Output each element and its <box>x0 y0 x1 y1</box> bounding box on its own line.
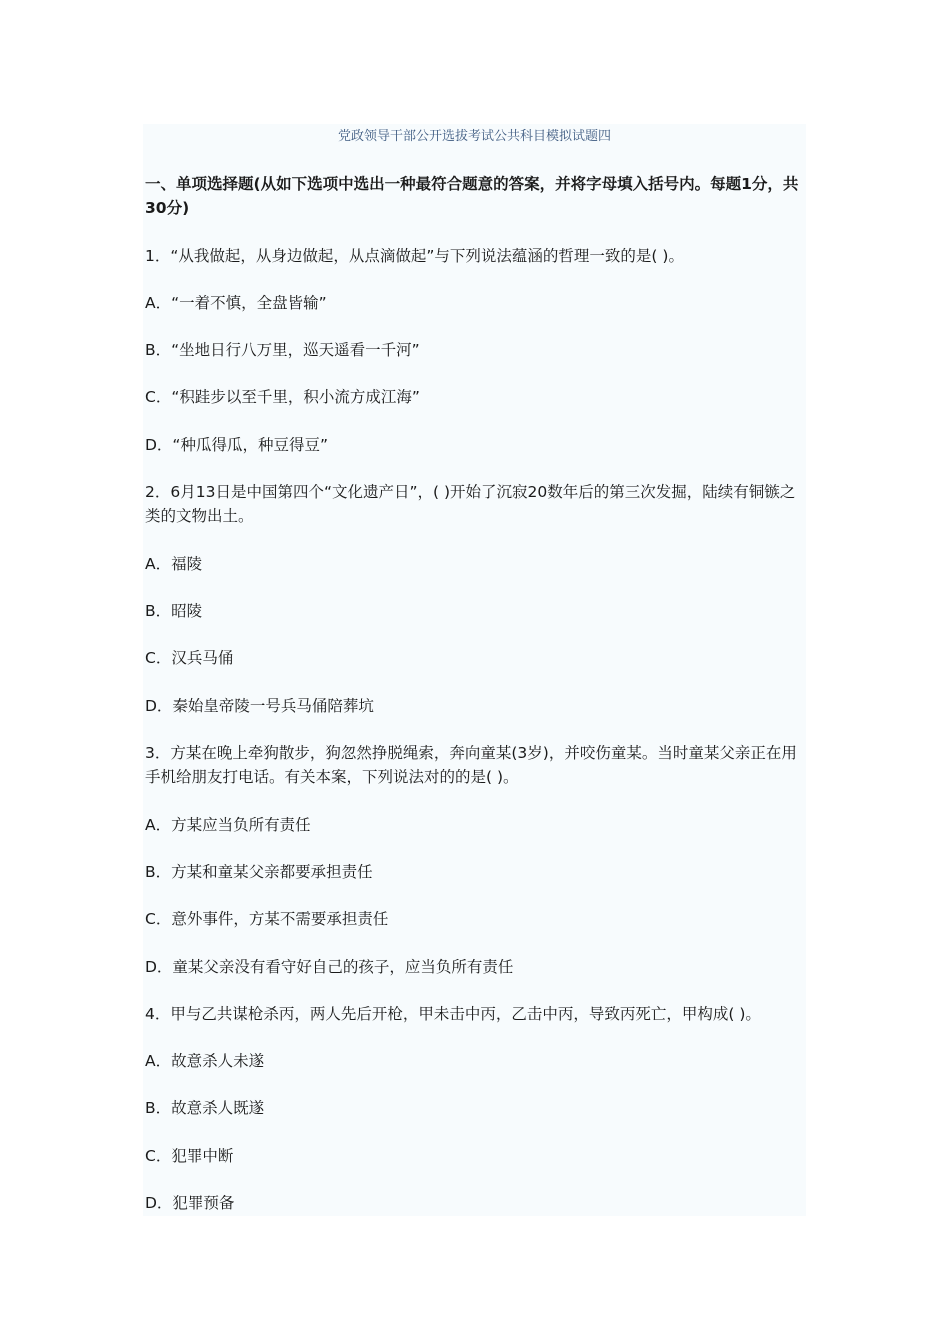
question-1-option-d: D．“种瓜得瓜，种豆得豆” <box>145 436 328 454</box>
question-3-option-d: D．童某父亲没有看守好自己的孩子，应当负所有责任 <box>145 958 514 976</box>
question-3-option-a: A．方某应当负所有责任 <box>145 816 311 834</box>
question-4-option-d: D．犯罪预备 <box>145 1194 235 1212</box>
question-1-option-a: A．“一着不慎，全盘皆输” <box>145 294 327 312</box>
question-1-stem: 1．“从我做起，从身边做起，从点滴做起”与下列说法蕴涵的哲理一致的是( )。 <box>145 247 684 265</box>
question-3-option-b: B．方某和童某父亲都要承担责任 <box>145 863 373 881</box>
question-3-stem: 3．方某在晚上牵狗散步，狗忽然挣脱绳索，奔向童某(3岁)，并咬伤童某。当时童某父亲正在用手机给朋友打电话。有关本案，下列说法对的的是( )。 <box>145 744 797 786</box>
question-1-option-c: C．“积跬步以至千里，积小流方成江海” <box>145 388 420 406</box>
question-3-option-c: C．意外事件，方某不需要承担责任 <box>145 910 389 928</box>
question-1-option-b: B．“坐地日行八万里，巡天遥看一千河” <box>145 341 420 359</box>
question-2-option-a: A．福陵 <box>145 555 203 573</box>
section-heading: 一、单项选择题(从如下选项中选出一种最符合题意的答案，并将字母填入括号内。每题1分，共30分) <box>145 175 799 217</box>
question-4-option-b: B．故意杀人既遂 <box>145 1099 265 1117</box>
question-2-option-d: D．秦始皇帝陵一号兵马俑陪葬坑 <box>145 697 374 715</box>
document-title: 党政领导干部公开选拔考试公共科目模拟试题四 <box>337 129 611 144</box>
question-4-stem: 4．甲与乙共谋枪杀丙，两人先后开枪，甲未击中丙，乙击中丙，导致丙死亡，甲构成( )。 <box>145 1005 761 1023</box>
question-4-option-c: C．犯罪中断 <box>145 1147 234 1165</box>
question-2-option-b: B．昭陵 <box>145 602 203 620</box>
question-4-option-a: A．故意杀人未遂 <box>145 1052 265 1070</box>
question-2-option-c: C．汉兵马俑 <box>145 649 234 667</box>
question-2-stem: 2．6月13日是中国第四个“文化遗产日”，( )开始了沉寂20数年后的第三次发掘，陆续有铜镞之类的文物出土。 <box>145 483 796 525</box>
